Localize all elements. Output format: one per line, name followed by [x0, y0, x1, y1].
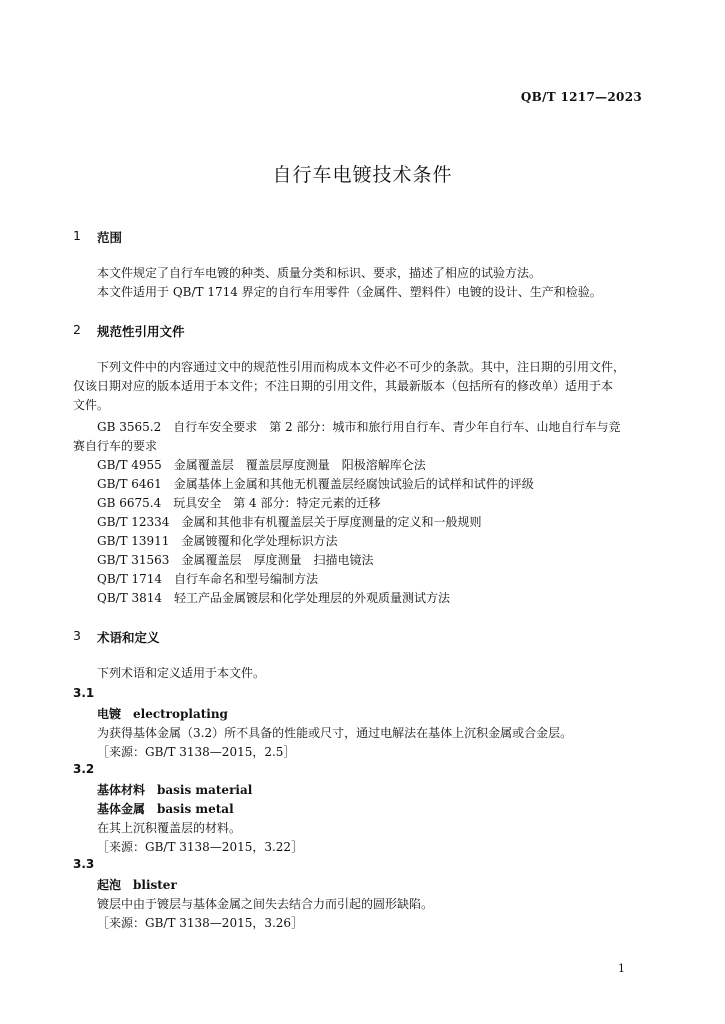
section-1-number: 1 [73, 228, 81, 243]
section-1-title: 范围 [97, 230, 123, 245]
section-3-title: 术语和定义 [97, 630, 160, 645]
reference-item: QB/T 1714 自行车命名和型号编制方法 [97, 572, 319, 586]
reference-item: GB/T 13911 金属镀覆和化学处理标识方法 [97, 534, 338, 548]
term-number: 3.2 [73, 762, 95, 776]
term-name: 基体材料 basis material [97, 783, 253, 797]
term-definition: 为获得基体金属（3.2）所不具备的性能或尺寸，通过电解法在基体上沉积金属或合金层。 [97, 726, 573, 740]
reference-item: GB/T 31563 金属覆盖层 厚度测量 扫描电镜法 [97, 553, 374, 567]
term-name: 起泡 blister [97, 878, 177, 892]
section-2-intro-line: 下列文件中的内容通过文中的规范性引用而构成本文件必不可少的条款。其中，注日期的引用文件， [97, 360, 626, 374]
reference-item: QB/T 3814 轻工产品金属镀层和化学处理层的外观质量测试方法 [97, 591, 451, 605]
reference-item: GB/T 4955 金属覆盖层 覆盖层厚度测量 阳极溶解库仑法 [97, 458, 426, 472]
section-3-number: 3 [73, 628, 81, 643]
term-number: 3.1 [73, 686, 95, 700]
page-title: 自行车电镀技术条件 [272, 164, 453, 186]
section-1-paragraph-2: 本文件适用于 QB/T 1714 界定的自行车用零件（金属件、塑料件）电镀的设计、生产和检验。 [97, 285, 602, 299]
term-source: ［来源：GB/T 3138—2015，3.26］ [97, 916, 304, 930]
term-name: 电镀 electroplating [97, 707, 228, 721]
reference-item: GB/T 12334 金属和其他非有机覆盖层关于厚度测量的定义和一般规则 [97, 515, 482, 529]
section-2-intro-line: 仅该日期对应的版本适用于本文件；不注日期的引用文件，其最新版本（包括所有的修改单）适用于本 [73, 379, 614, 393]
reference-item: 赛自行车的要求 [73, 439, 158, 453]
section-2-title: 规范性引用文件 [97, 324, 185, 339]
term-number: 3.3 [73, 857, 95, 871]
section-2-number: 2 [73, 322, 81, 337]
term-source: ［来源：GB/T 3138—2015，2.5］ [97, 745, 296, 759]
page-number: 1 [618, 962, 625, 975]
term-alt-name: 基体金属 basis metal [97, 802, 234, 816]
term-source: ［来源：GB/T 3138—2015，3.22］ [97, 840, 304, 854]
reference-item: GB 6675.4 玩具安全 第 4 部分：特定元素的迁移 [97, 496, 381, 510]
term-definition: 镀层中由于镀层与基体金属之间失去结合力而引起的圆形缺陷。 [97, 897, 434, 911]
section-3-intro: 下列术语和定义适用于本文件。 [97, 666, 266, 680]
section-2-intro-line: 文件。 [73, 398, 110, 412]
section-1-paragraph-1: 本文件规定了自行车电镀的种类、质量分类和标识、要求，描述了相应的试验方法。 [97, 266, 542, 280]
document-code: QB/T 1217—2023 [520, 90, 642, 104]
reference-item: GB/T 6461 金属基体上金属和其他无机覆盖层经腐蚀试验后的试样和试件的评级 [97, 477, 534, 491]
reference-item: GB 3565.2 自行车安全要求 第 2 部分：城市和旅行用自行车、青少年自行车、山地自行车与竞 [97, 420, 621, 434]
term-definition: 在其上沉积覆盖层的材料。 [97, 821, 242, 835]
